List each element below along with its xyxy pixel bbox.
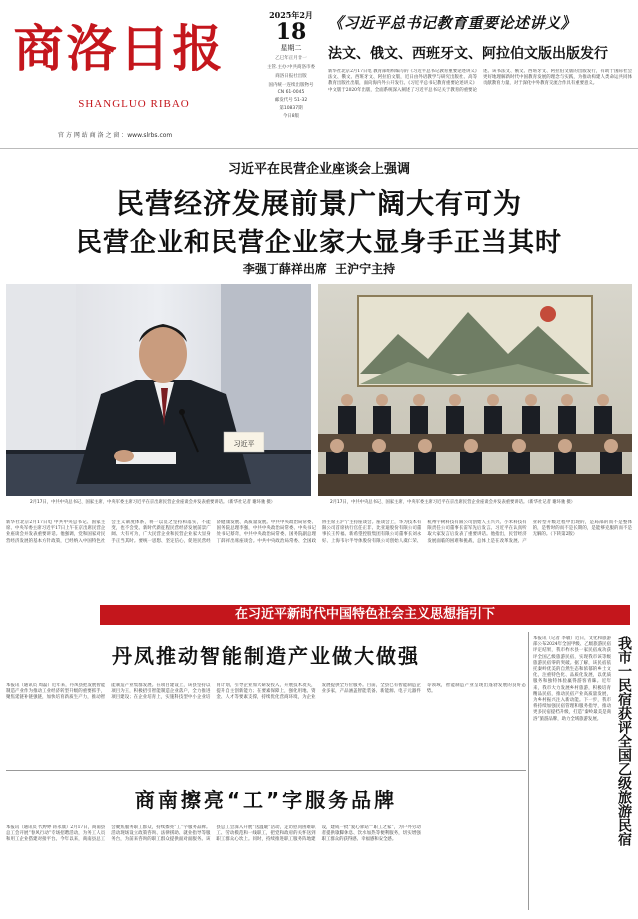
main-kicker: 习近平在民营企业座谈会上强调	[227, 162, 410, 177]
shangnan-body: 本报讯（通讯员 代婷婷 蒋永康）2月17日，商南县总工会开展“春风行动”专场招聘活动，为务工人员和用工企业搭建对接平台。今年以来，商南县总工会聚焦服务职工群众，持续擦亮“工”字服务品牌。活动现场设立政策咨询、法律援助、就业指导等服务台，为前来咨询的职工群众提供面对面服务。该县总工会深入开展“送温暖”活动，走访慰问困难职工、劳动模范和一线职工，把党和政府的关怀送到职工群众心坎上。同时，持续推进职工服务阵地建设，建成一批“爱心驿站”“职工之家”，为户外劳动者提供歇脚休息、饮水加热等便利服务，切实增强职工群众的获得感、幸福感和安全感。	[6, 825, 421, 843]
issn-label: 国内统一连续出版物号	[268, 83, 314, 88]
story-shangnan	[6, 778, 526, 910]
main-headline-line2: 民营企业和民营企业家大显身手正当其时	[75, 228, 562, 258]
photo-name-card: 习近平	[233, 440, 255, 448]
issue-number: 第10837期	[279, 106, 303, 111]
photo-meeting	[318, 284, 632, 496]
side-body: 本报讯（记者 李敏）近日，文化和旅游部公布2024年全国甲级、乙级旅游民宿评定结果，我市柞水县一家民宿成功获评全国乙级旅游民宿，实现我市该等级旅游民宿零的突破。据了解，该民宿依托秦岭优美的自然生态和浓郁的乡土文化，注重特色化、品质化发展，以优质服务和独特体验赢得游客青睐。近年来，我市大力发展乡村旅游，积极培育精品民宿，推动民宿产业高质量发展，为乡村振兴注入新动能。下一步，我市将持续加强民宿管理和服务指导，推动更多民宿提档升级，打造“秦岭最美是商洛”旅游品牌，助力全域旅游发展。	[533, 636, 611, 722]
sponsor: 主管.主办:中共商洛市委	[267, 65, 315, 70]
pages-count: 今日8版	[282, 114, 300, 119]
divider-line	[6, 770, 526, 771]
masthead-website: 官 方 网 站 商 洛 之 窗 ：www.slrbs.com	[58, 132, 173, 139]
shangnan-headline: 商南擦亮“工”字服务品牌	[134, 788, 398, 812]
cn-number: CN 61-0045	[277, 90, 305, 95]
photo1-caption: 2月17日，中共中央总书记、国家主席、中央军委主席习近平在京出席民营企业座谈会并发表重要讲话。（新华社记者 谢环驰 摄）	[30, 500, 276, 505]
section-banner	[100, 605, 630, 625]
date-weekday: 星期二	[280, 44, 302, 52]
masthead-pinyin: SHANGLUO RIBAO	[78, 98, 190, 110]
photo-speaker	[6, 284, 311, 496]
main-subhead: 李强丁薛祥出席 王沪宁主持	[242, 262, 396, 276]
masthead-title: 商洛日报	[13, 20, 226, 78]
side-divider	[528, 632, 529, 910]
date-year-month: 2025年2月	[269, 10, 313, 20]
danfeng-body: 本报讯（通讯员 周磊）近年来，丹凤县把发展智能制造产业作为推动工业经济转型升级的重要抓手，聚焦延链补链强链，加快培育新质生产力，推动智能制造产业集群发展。在项目建设上，该县坚持以项目为王，积极招引智能制造企业落户，全力推进项目建设；在企业培育上，实施科技型中小企业培育计划，引导企业加大研发投入，开展技术攻关，提升自主创新能力；在要素保障上，强化用地、资金、人才等要素支撑，持续优化营商环境，为企业发展提供全方位服务。目前，全县已有智能制造企业多家，产品涵盖智能装备、新能源、电子元器件等领域，智能制造产业呈现出蓬勃发展的良好态势。	[6, 683, 526, 701]
promo-body: 新华社北京2月17日电 教育部组织编写的《习近平总书记教育重要论述讲义》法文、俄文、西班牙文、阿拉伯文版，近日由外语教学与研究出版社、高等教育出版社出版，面向海内外公开发行。《习近平总书记教育重要论述讲义》中文版于2020年出版，全面系统深入阐述了习近平总书记关于教育的重要论述。该书法文、俄文、西班牙文、阿拉伯文版的出版发行，有助于国际社会更好地理解新时代中国教育发展的理念与实践，为推动构建人类命运共同体贡献教育力量，对于深化中外教育交流合作具有重要意义。	[328, 69, 632, 93]
date-lunar: 乙巳年正月廿一	[275, 56, 307, 61]
promo-headline-line2: 法文、俄文、西班牙文、阿拉伯文版出版发行	[328, 46, 608, 62]
photo2-caption: 2月17日，中共中央总书记、国家主席、中央军委主席习近平在京出席民营企业座谈会并发表重要讲话。（新华社记者 谢环驰 摄）	[330, 500, 576, 505]
postal-code: 邮发代号 51-32	[274, 98, 308, 103]
main-story	[0, 150, 638, 605]
masthead-dateblock	[262, 10, 320, 119]
banner-text: 在习近平新时代中国特色社会主义思想指引下	[234, 607, 495, 622]
masthead-rule	[0, 148, 638, 149]
speaker-photo-image	[6, 284, 311, 496]
story-danfeng	[6, 632, 526, 764]
story-side	[528, 632, 634, 912]
meeting-photo-image	[318, 284, 632, 496]
top-promo	[328, 12, 632, 107]
publisher: 商洛日报社出版	[275, 74, 307, 79]
side-headline: 我市一民宿获评全国乙级旅游民宿	[616, 636, 632, 846]
main-story-body: 新华社北京2月17日电 中共中央总书记、国家主席、中央军委主席习近平17日上午在京出席民营企业座谈会并发表重要讲话。他强调，党和国家对民营经济发展的基本方针政策，已经纳入中国特色社会主义制度体系，将一以贯之坚持和落实，不能变，也不会变。新时代新征程民营经济发展前景广阔、大有可为，广大民营企业和民营企业家大显身手正当其时。要统一思想、坚定信心，促进民营经济健康发展、高质量发展。中共中央政治局常委、国务院总理李强，中共中央政治局常委、中央书记处书记蔡奇，中共中央政治局常委、国务院副总理丁薛祥出席座谈会。中共中央政治局常委、全国政协主席王沪宁主持座谈会。座谈会上，华为技术有限公司首席执行官任正非、比亚迪股份有限公司董事长王传福、新希望控股集团有限公司董事长刘永好、上海韦尔半导体股份有限公司创始人虞仁荣、杭州宇树科技有限公司创始人王兴兴、小米科技有限责任公司董事长雷军先后发言。习近平在认真听取大家发言后发表了重要讲话。他指出，民营经济发展面临的困难和挑战，总体上是在改革发展、产业转型升级过程中出现的，是局部的而不是整体的，是暂时的而不是长期的，是能够克服的而不是无解的。（下转第2版）	[6, 520, 632, 544]
danfeng-headline: 丹凤推动智能制造产业做大做强	[112, 644, 420, 668]
main-headline-line1: 民营经济发展前景广阔大有可为	[115, 187, 522, 220]
promo-headline-line1: 《习近平总书记教育重要论述讲义》	[328, 14, 577, 32]
masthead	[0, 0, 638, 150]
date-day: 18	[275, 19, 307, 45]
